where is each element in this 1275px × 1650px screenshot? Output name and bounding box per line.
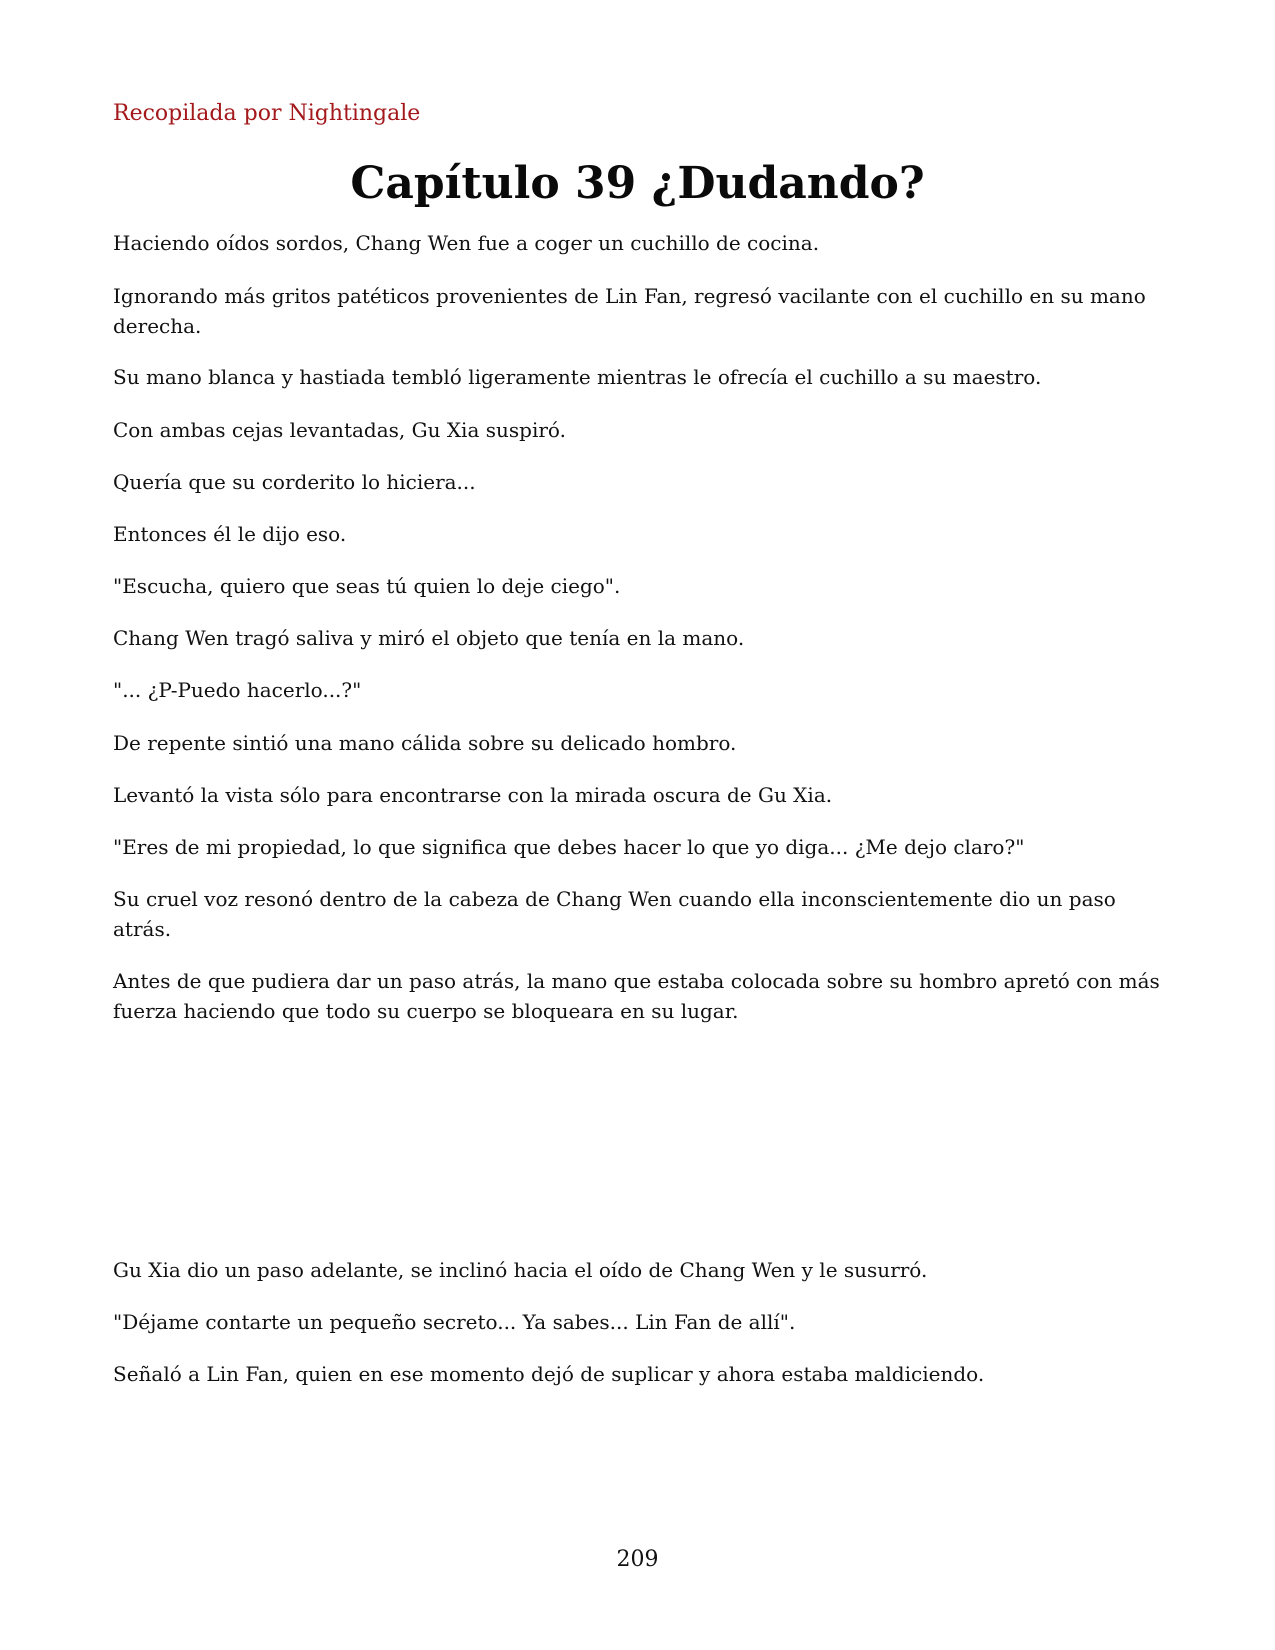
paragraph-text: "Déjame contarte un pequeño secreto... Ya sabes... Lin Fan de allí". [113,1310,796,1334]
paragraph-text: Su cruel voz resonó dentro de la cabeza de Chang Wen cuando ella inconscientemente dio un paso atrás. [113,887,1116,941]
paragraph-text: Entonces él le dijo eso. [113,522,347,546]
paragraph [113,228,1173,258]
paragraph [113,623,1173,653]
paragraph [113,884,1173,944]
paragraph [113,780,1173,810]
paragraph-text: Chang Wen tragó saliva y miró el objeto que tenía en la mano. [113,626,745,650]
paragraph [113,728,1173,758]
paragraph-text: Antes de que pudiera dar un paso atrás, la mano que estaba colocada sobre su hombro apretó con más fuerza haciendo que todo su cuerpo se bloqueara en su lugar. [113,969,1160,1023]
paragraph [113,1255,1173,1285]
paragraph-text: Haciendo oídos sordos, Chang Wen fue a coger un cuchillo de cocina. [113,231,820,255]
paragraph-text: "Eres de mi propiedad, lo que significa que debes hacer lo que yo diga... ¿Me dejo claro?" [113,835,1025,859]
paragraph [113,281,1173,341]
paragraph [113,519,1173,549]
paragraph [113,467,1173,497]
paragraph-text: Con ambas cejas levantadas, Gu Xia suspiró. [113,418,566,442]
paragraph-text: "Escucha, quiero que seas tú quien lo deje ciego". [113,574,621,598]
paragraph [113,675,1173,705]
paragraph-text: Gu Xia dio un paso adelante, se inclinó hacia el oído de Chang Wen y le susurró. [113,1258,928,1282]
paragraph [113,832,1173,862]
paragraph-text: Su mano blanca y hastiada tembló ligeramente mientras le ofrecía el cuchillo a su maestro. [113,365,1042,389]
source-credit: Recopilada por Nightingale [113,101,421,126]
paragraph-text: Ignorando más gritos patéticos provenientes de Lin Fan, regresó vacilante con el cuchillo en su mano derecha. [113,284,1146,338]
paragraph-text: Levantó la vista sólo para encontrarse con la mirada oscura de Gu Xia. [113,783,833,807]
chapter-title: Capítulo 39 ¿Dudando? [350,158,925,209]
paragraph [113,1307,1173,1337]
paragraph-text: Señaló a Lin Fan, quien en ese momento dejó de suplicar y ahora estaba maldiciendo. [113,1362,985,1386]
paragraph-text: Quería que su corderito lo hiciera... [113,470,476,494]
paragraph-text: "... ¿P-Puedo hacerlo...?" [113,678,362,702]
page-number: 209 [616,1547,659,1572]
paragraph [113,966,1173,1026]
paragraph-text: De repente sintió una mano cálida sobre su delicado hombro. [113,731,737,755]
paragraph [113,362,1173,392]
paragraph [113,571,1173,601]
paragraph [113,1359,1173,1389]
paragraph [113,415,1173,445]
